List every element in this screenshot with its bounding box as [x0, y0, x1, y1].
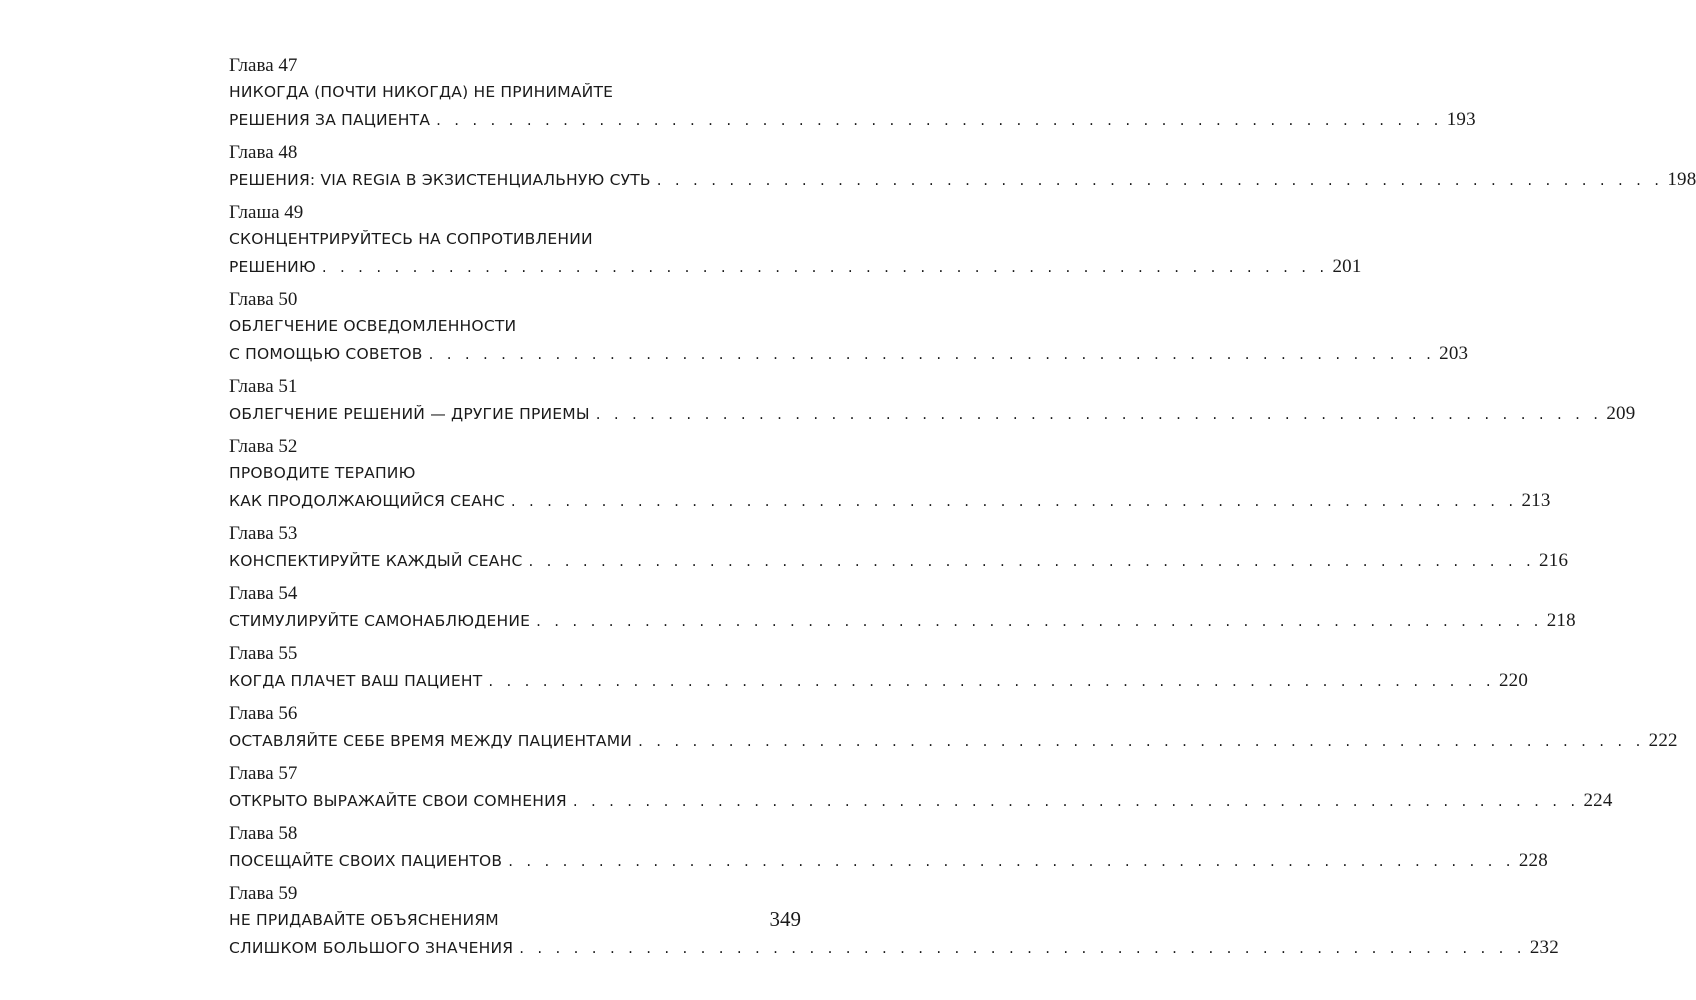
toc-entry: [229, 580, 1576, 634]
toc-page-number: 218: [1546, 610, 1576, 631]
chapter-title-line: РЕШЕНИЯ ЗА ПАЦИЕНТА: [229, 111, 431, 129]
dot-leader: . . . . . . . . . . . . . . . . . . . . . . . . . . . . . . . . . . . . . . . . . . . . . . . . . . . . . . . .: [428, 345, 1436, 363]
dot-leader: . . . . . . . . . . . . . . . . . . . . . . . . . . . . . . . . . . . . . . . . . . . . . . . . . . . . . . . .: [508, 852, 1515, 870]
toc-page-number: 222: [1648, 730, 1678, 751]
chapter-title-line: НЕ ПРИДАВАЙТЕ ОБЪЯСНЕНИЯМ: [229, 911, 499, 929]
dot-leader: . . . . . . . . . . . . . . . . . . . . . . . . . . . . . . . . . . . . . . . . . . . . . . . . . . . . . . . .: [656, 171, 1664, 189]
chapter-title-line: ПРОВОДИТЕ ТЕРАПИЮ: [229, 464, 416, 482]
dot-leader: . . . . . . . . . . . . . . . . . . . . . . . . . . . . . . . . . . . . . . . . . . . . . . . . . . . . . . . .: [536, 612, 1543, 630]
table-of-contents: [229, 52, 1696, 967]
toc-page-number: 224: [1583, 790, 1613, 811]
toc-entry: [229, 433, 1551, 514]
chapter-title-line: ОБЛЕГЧЕНИЕ ОСВЕДОМЛЕННОСТИ: [229, 317, 517, 335]
toc-page-number: 198: [1667, 169, 1696, 190]
chapter-title-line: РЕШЕНИЮ: [229, 258, 316, 276]
toc-page-number: 209: [1606, 403, 1636, 424]
chapter-label: Глава 51: [229, 376, 298, 397]
chapter-title-final-line: [229, 847, 1548, 874]
toc-entry: [229, 760, 1613, 814]
chapter-title-final-line: [229, 166, 1696, 193]
dot-leader: . . . . . . . . . . . . . . . . . . . . . . . . . . . . . . . . . . . . . . . . . . . . . . . . . . . . . . . .: [321, 258, 1329, 276]
chapter-title-line: ПОСЕЩАЙТЕ СВОИХ ПАЦИЕНТОВ: [229, 852, 503, 870]
chapter-title-line: ОБЛЕГЧЕНИЕ РЕШЕНИЙ — ДРУГИЕ ПРИЕМЫ: [229, 405, 590, 423]
chapter-title-line: С ПОМОЩЬЮ СОВЕТОВ: [229, 345, 423, 363]
chapter-label: Глава 53: [229, 523, 298, 544]
dot-leader: . . . . . . . . . . . . . . . . . . . . . . . . . . . . . . . . . . . . . . . . . . . . . . . . . . . . . . . .: [528, 552, 1536, 570]
chapter-label: Глаша 49: [229, 202, 304, 223]
toc-page-number: 203: [1439, 343, 1469, 364]
dot-leader: . . . . . . . . . . . . . . . . . . . . . . . . . . . . . . . . . . . . . . . . . . . . . . . . . . . . . . . .: [519, 939, 1526, 957]
chapter-title-line: КОГДА ПЛАЧЕТ ВАШ ПАЦИЕНТ: [229, 672, 483, 690]
dot-leader: . . . . . . . . . . . . . . . . . . . . . . . . . . . . . . . . . . . . . . . . . . . . . . . . . . . . . . . .: [595, 405, 1603, 423]
toc-page-number: 228: [1518, 850, 1548, 871]
chapter-title-line: КАК ПРОДОЛЖАЮЩИЙСЯ СЕАНС: [229, 492, 505, 510]
chapter-title-line: ОСТАВЛЯЙТЕ СЕБЕ ВРЕМЯ МЕЖДУ ПАЦИЕНТАМИ: [229, 732, 633, 750]
toc-page-number: 216: [1539, 550, 1569, 571]
chapter-title-final-line: [229, 340, 1469, 367]
dot-leader: . . . . . . . . . . . . . . . . . . . . . . . . . . . . . . . . . . . . . . . . . . . . . . . . . . . . . . . .: [436, 111, 1443, 129]
dot-leader: . . . . . . . . . . . . . . . . . . . . . . . . . . . . . . . . . . . . . . . . . . . . . . . . . . . . . . . .: [488, 672, 1495, 690]
toc-entry: [229, 520, 1569, 574]
toc-page-number: 232: [1529, 937, 1559, 958]
chapter-label: Глава 57: [229, 763, 298, 784]
toc-page-number: 220: [1498, 670, 1529, 691]
chapter-title-final-line: [229, 547, 1569, 574]
chapter-title-final-line: [229, 667, 1529, 694]
toc-page-number: 193: [1446, 109, 1476, 130]
dot-leader: . . . . . . . . . . . . . . . . . . . . . . . . . . . . . . . . . . . . . . . . . . . . . . . . . . . . . . . .: [638, 732, 1645, 750]
chapter-title-line: СЛИШКОМ БОЛЬШОГО ЗНАЧЕНИЯ: [229, 939, 514, 957]
chapter-title-line: РЕШЕНИЯ: VIA REGIA В ЭКЗИСТЕНЦИАЛЬНУЮ СУТЬ: [229, 171, 651, 189]
chapter-label: Глава 54: [229, 583, 298, 604]
chapter-label: Глава 55: [229, 643, 298, 664]
chapter-title-final-line: [229, 400, 1636, 427]
chapter-title-line: НИКОГДА (ПОЧТИ НИКОГДА) НЕ ПРИНИМАЙТЕ: [229, 83, 614, 101]
toc-page-number: 201: [1332, 256, 1362, 277]
toc-entry: [229, 700, 1678, 754]
toc-entry: [229, 880, 1559, 961]
toc-entry: [229, 286, 1469, 367]
toc-entry: [229, 640, 1529, 694]
dot-leader: . . . . . . . . . . . . . . . . . . . . . . . . . . . . . . . . . . . . . . . . . . . . . . . . . . . . . . . .: [510, 492, 1518, 510]
chapter-title-final-line: [229, 607, 1576, 634]
chapter-label: Глава 56: [229, 703, 298, 724]
chapter-title-final-line: [229, 253, 1362, 280]
chapter-title-line: ОТКРЫТО ВЫРАЖАЙТЕ СВОИ СОМНЕНИЯ: [229, 792, 567, 810]
chapter-title-final-line: [229, 487, 1551, 514]
chapter-title-final-line: [229, 727, 1678, 754]
chapter-title-final-line: [229, 787, 1613, 814]
chapter-label: Глава 52: [229, 436, 298, 457]
page-number: 349: [769, 907, 801, 931]
chapter-title-line: СТИМУЛИРУЙТЕ САМОНАБЛЮДЕНИЕ: [229, 612, 531, 630]
chapter-label: Глава 58: [229, 823, 298, 844]
chapter-title-final-line: [229, 106, 1476, 133]
chapter-title-line: КОНСПЕКТИРУЙТЕ КАЖДЫЙ СЕАНС: [229, 552, 523, 570]
chapter-label: Глава 47: [229, 55, 298, 76]
toc-entry: [229, 820, 1548, 874]
chapter-label: Глава 48: [229, 142, 298, 163]
toc-entry: [229, 373, 1636, 427]
chapter-title-final-line: [229, 934, 1559, 961]
toc-entry: [229, 199, 1362, 280]
dot-leader: . . . . . . . . . . . . . . . . . . . . . . . . . . . . . . . . . . . . . . . . . . . . . . . . . . . . . . . .: [572, 792, 1580, 810]
toc-page-number: 213: [1521, 490, 1551, 511]
chapter-label: Глава 50: [229, 289, 298, 310]
chapter-label: Глава 59: [229, 883, 298, 904]
toc-entry: [229, 52, 1476, 133]
chapter-title-line: СКОНЦЕНТРИРУЙТЕСЬ НА СОПРОТИВЛЕНИИ: [229, 230, 593, 248]
toc-entry: [229, 139, 1696, 193]
